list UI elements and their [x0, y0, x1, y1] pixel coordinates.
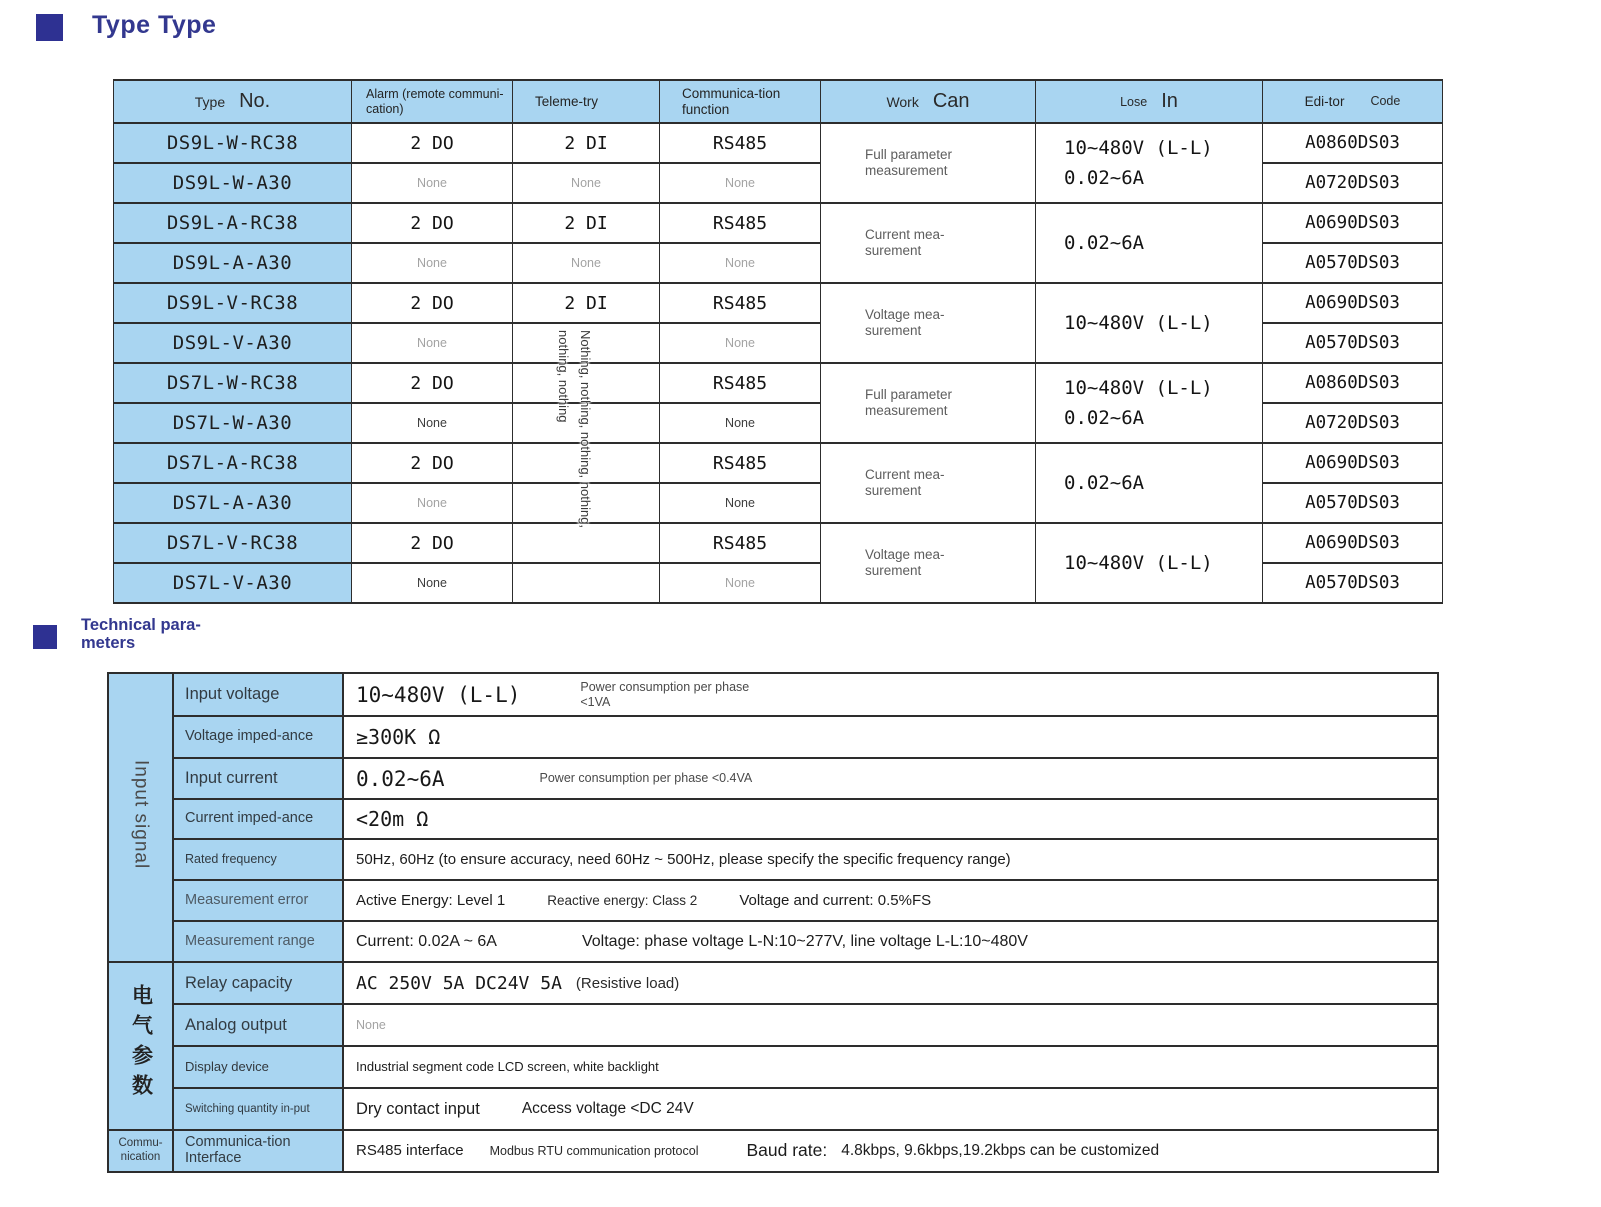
comm-value: None — [660, 403, 821, 443]
param-main-value: AC 250V 5A DC24V 5A — [356, 972, 562, 994]
table-row — [108, 799, 1438, 839]
order-code: A0690DS03 — [1263, 523, 1443, 563]
model-name: DS9L-V-A30 — [114, 323, 352, 363]
param-value-cell — [343, 962, 1438, 1004]
work-function: Full parameter measurement — [865, 387, 953, 418]
col-header-communication: Communica-tion function — [660, 80, 821, 123]
header-work: Work — [886, 93, 919, 110]
param-label: Input voltage — [173, 673, 343, 716]
model-name: DS9L-W-RC38 — [114, 123, 352, 163]
work-function-cell — [821, 363, 1036, 443]
param-part: Voltage: phase voltage L-N:10~277V, line voltage L-L:10~480V — [581, 932, 1028, 950]
comm-value: RS485 — [660, 123, 821, 163]
order-code: A0720DS03 — [1263, 163, 1443, 203]
table-row — [108, 716, 1438, 758]
param-value-cell — [343, 839, 1438, 880]
table-row — [108, 1130, 1438, 1172]
param-part: Active Energy: Level 1 — [356, 892, 506, 909]
order-code: A0860DS03 — [1263, 123, 1443, 163]
comm-value: None — [660, 323, 821, 363]
comm-value: None — [660, 243, 821, 283]
range-cell — [1036, 203, 1263, 283]
work-function: Voltage mea-surement — [865, 307, 945, 338]
table-row — [114, 523, 1443, 563]
param-label: Communica-tion Interface — [173, 1130, 343, 1172]
alarm-value: None — [352, 163, 513, 203]
order-code: A0570DS03 — [1263, 323, 1443, 363]
comm-value: None — [660, 163, 821, 203]
model-name: DS7L-A-RC38 — [114, 443, 352, 483]
order-code: A0690DS03 — [1263, 203, 1443, 243]
alarm-value: 2 DO — [352, 283, 513, 323]
col-header-code — [1263, 80, 1443, 123]
rotated-artifact-text — [552, 330, 596, 602]
col-header-lose — [1036, 80, 1263, 123]
model-name: DS7L-V-A30 — [114, 563, 352, 603]
comm-value: RS485 — [660, 523, 821, 563]
work-function-cell — [821, 443, 1036, 523]
table-row — [108, 1088, 1438, 1130]
range-line1: 10~480V (L-L) — [1064, 376, 1213, 399]
range-line2: 0.02~6A — [1064, 407, 1145, 429]
table-row — [114, 123, 1443, 163]
order-code: A0570DS03 — [1263, 483, 1443, 523]
table-row — [108, 673, 1438, 716]
param-label: Analog output — [173, 1004, 343, 1046]
page-title: Type Type — [92, 11, 217, 39]
comm-value: RS485 — [660, 363, 821, 403]
param-main-value: None — [356, 1018, 386, 1032]
alarm-value: 2 DO — [352, 443, 513, 483]
telemetry-value: None — [513, 243, 660, 283]
col-header-type-no — [114, 80, 352, 123]
table-row — [114, 363, 1443, 403]
group-label-electrical: 电气参数 — [129, 983, 153, 1104]
param-part: Voltage and current: 0.5%FS — [739, 892, 932, 909]
table-row — [108, 839, 1438, 880]
param-part: Modbus RTU communication protocol — [489, 1143, 699, 1158]
type-table — [113, 79, 1443, 604]
param-label: Measurement range — [173, 921, 343, 962]
group-label-communication: Commu-nication — [118, 1137, 163, 1163]
work-function: Current mea-surement — [865, 227, 945, 258]
range-cell — [1036, 283, 1263, 363]
range-cell — [1036, 443, 1263, 523]
param-value-cell — [343, 1088, 1438, 1130]
param-main-value: 10~480V (L-L) — [356, 682, 521, 707]
param-part: RS485 interface — [356, 1142, 464, 1160]
header-editor: Edi-tor — [1304, 93, 1345, 109]
param-main-value: <20m Ω — [356, 807, 429, 831]
header-code: Code — [1370, 94, 1401, 109]
table-row — [108, 1004, 1438, 1046]
model-name: DS9L-W-A30 — [114, 163, 352, 203]
header-type: Type — [194, 93, 226, 110]
group-electrical-parameters — [108, 962, 173, 1130]
group-communication — [108, 1130, 173, 1172]
range-line1: 0.02~6A — [1064, 231, 1145, 254]
model-name: DS7L-W-A30 — [114, 403, 352, 443]
alarm-value: 2 DO — [352, 203, 513, 243]
work-function-cell — [821, 123, 1036, 203]
param-value-cell — [343, 673, 1438, 716]
param-label: Switching quantity in-put — [173, 1088, 343, 1130]
table-row — [108, 962, 1438, 1004]
param-note: Power consumption per phase <0.4VA — [539, 771, 753, 786]
comm-value: RS485 — [660, 283, 821, 323]
table-row — [108, 880, 1438, 921]
group-label-input-signal: Input signal — [130, 760, 152, 870]
group-input-signal — [108, 673, 173, 962]
col-header-work — [821, 80, 1036, 123]
telemetry-value: None — [513, 163, 660, 203]
param-label: Current imped-ance — [173, 799, 343, 839]
section-marker-icon — [33, 625, 57, 649]
param-note: Power consumption per phase <1VA — [580, 680, 750, 709]
range-cell — [1036, 363, 1263, 443]
param-value-cell — [343, 1130, 1438, 1172]
alarm-value: None — [352, 323, 513, 363]
param-label: Relay capacity — [173, 962, 343, 1004]
range-cell — [1036, 123, 1263, 203]
model-name: DS7L-A-A30 — [114, 483, 352, 523]
comm-value: None — [660, 483, 821, 523]
range-line1: 0.02~6A — [1064, 471, 1145, 494]
order-code: A0690DS03 — [1263, 283, 1443, 323]
work-function-cell — [821, 283, 1036, 363]
param-value-cell — [343, 716, 1438, 758]
header-no: No. — [239, 90, 271, 112]
param-value-cell — [343, 880, 1438, 921]
range-line1: 10~480V (L-L) — [1064, 136, 1213, 159]
param-label: Input current — [173, 758, 343, 799]
model-name: DS9L-V-RC38 — [114, 283, 352, 323]
range-line2: 0.02~6A — [1064, 167, 1145, 189]
work-function-cell — [821, 203, 1036, 283]
work-function: Voltage mea-surement — [865, 547, 945, 578]
param-value-cell — [343, 1046, 1438, 1088]
param-part: 4.8kbps, 9.6kbps,19.2kbps can be customized — [841, 1141, 1160, 1159]
model-name: DS9L-A-RC38 — [114, 203, 352, 243]
table-row — [108, 758, 1438, 799]
param-value-cell — [343, 799, 1438, 839]
work-function: Current mea-surement — [865, 467, 945, 498]
param-label: Voltage imped-ance — [173, 716, 343, 758]
order-code: A0570DS03 — [1263, 563, 1443, 603]
alarm-value: None — [352, 563, 513, 603]
comm-value: RS485 — [660, 443, 821, 483]
param-label: Rated frequency — [173, 839, 343, 880]
param-main-value: ≥300K Ω — [356, 725, 441, 749]
comm-value: RS485 — [660, 203, 821, 243]
header-can: Can — [932, 90, 970, 112]
param-value-cell — [343, 1004, 1438, 1046]
order-code: A0860DS03 — [1263, 363, 1443, 403]
alarm-value: 2 DO — [352, 523, 513, 563]
model-name: DS7L-V-RC38 — [114, 523, 352, 563]
param-part: Current: 0.02A ~ 6A — [356, 932, 497, 950]
order-code: A0570DS03 — [1263, 243, 1443, 283]
header-lose: Lose — [1120, 94, 1148, 109]
table-row — [108, 921, 1438, 962]
alarm-value: None — [352, 243, 513, 283]
param-main-value: 50Hz, 60Hz (to ensure accuracy, need 60Hz ~ 500Hz, please specify the specific frequency range) — [356, 850, 1011, 868]
param-main-value: 0.02~6A — [356, 766, 445, 791]
table-row — [114, 203, 1443, 243]
param-value-cell — [343, 921, 1438, 962]
param-part: Access voltage <DC 24V — [521, 1100, 694, 1117]
table-row — [114, 443, 1443, 483]
comm-value: None — [660, 563, 821, 603]
table-row — [114, 283, 1443, 323]
order-code: A0720DS03 — [1263, 403, 1443, 443]
param-part: Baud rate: — [746, 1140, 828, 1161]
range-line1: 10~480V (L-L) — [1064, 311, 1213, 334]
col-header-telemetry: Teleme-try — [513, 80, 660, 123]
work-function: Full parameter measurement — [865, 147, 953, 178]
telemetry-value: 2 DI — [513, 123, 660, 163]
param-label: Display device — [173, 1046, 343, 1088]
alarm-value: None — [352, 403, 513, 443]
table-row — [108, 1046, 1438, 1088]
model-name: DS9L-A-A30 — [114, 243, 352, 283]
rotated-artifact-line2: nothing, nothing — [556, 330, 572, 423]
type-table-header-row — [114, 80, 1443, 123]
alarm-value: None — [352, 483, 513, 523]
work-function-cell — [821, 523, 1036, 603]
rotated-artifact-line1: Nothing, nothing, nothing, nothing, — [578, 330, 594, 529]
header-in: In — [1161, 90, 1178, 112]
range-line1: 10~480V (L-L) — [1064, 551, 1213, 574]
param-part: Dry contact input — [356, 1099, 480, 1118]
col-header-alarm: Alarm (remote communi-cation) — [352, 80, 513, 123]
section-title-technical-parameters: Technical para-meters — [81, 616, 201, 653]
order-code: A0690DS03 — [1263, 443, 1443, 483]
alarm-value: 2 DO — [352, 123, 513, 163]
param-label: Measurement error — [173, 880, 343, 921]
param-note: (Resistive load) — [575, 974, 680, 992]
telemetry-value: 2 DI — [513, 283, 660, 323]
section-marker-icon — [36, 14, 63, 41]
param-main-value: Industrial segment code LCD screen, white backlight — [356, 1059, 659, 1074]
model-name: DS7L-W-RC38 — [114, 363, 352, 403]
param-value-cell — [343, 758, 1438, 799]
range-cell — [1036, 523, 1263, 603]
telemetry-value: 2 DI — [513, 203, 660, 243]
param-part: Reactive energy: Class 2 — [547, 893, 698, 908]
technical-parameters-table — [107, 672, 1439, 1173]
alarm-value: 2 DO — [352, 363, 513, 403]
